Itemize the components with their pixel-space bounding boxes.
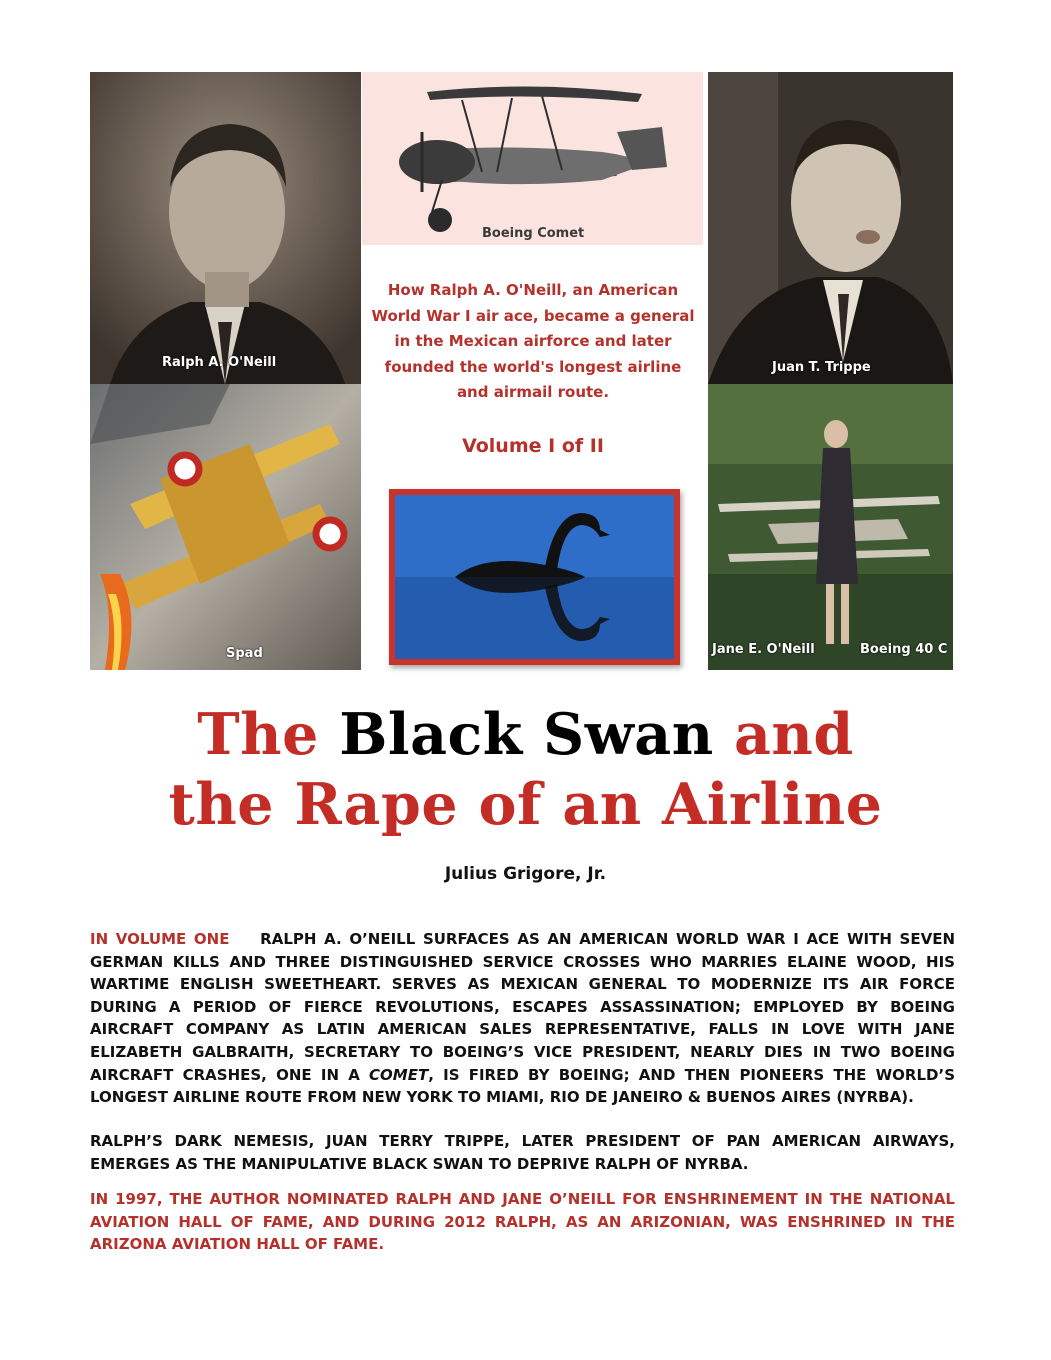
description-paragraph-1: [90, 928, 955, 1109]
trippe-portrait-photo: [708, 72, 953, 384]
title-black-swan: Black Swan: [339, 701, 714, 768]
boeing-comet-photo: [362, 72, 703, 245]
p1-text-b: , IS FIRED BY BOEING; AND THEN PIONEERS THE WORLD’S LONGEST AIRLINE ROUTE FROM NEW YORK TO MIAMI, RIO DE JANEIRO & BUENOS AIRES (NYRBA).: [90, 1065, 955, 1107]
spad-caption: Spad: [226, 646, 263, 661]
black-swan-photo: [389, 489, 680, 665]
volume-label: Volume I of II: [462, 435, 604, 457]
description-paragraph-3: IN 1997, THE AUTHOR NOMINATED RALPH AND JANE O’NEILL FOR ENSHRINEMENT IN THE NATIONAL AVIATION HALL OF FAME, AND DURING 2012 RALPH, AS AN ARIZONIAN, WAS ENSHRINED IN THE ARIZONA AVIATION HALL OF FAME.: [90, 1190, 955, 1254]
boeing-40c-caption: Boeing 40 C: [860, 642, 948, 657]
spad-painting-photo: [90, 384, 361, 670]
description-paragraph-2: RALPH’S DARK NEMESIS, JUAN TERRY TRIPPE, LATER PRESIDENT OF PAN AMERICAN AIRWAYS, EMERGES AS THE MANIPULATIVE BLACK SWAN TO DEPRIVE RALPH OF NYRBA.: [90, 1132, 955, 1173]
p1-comet: COMET: [369, 1065, 429, 1084]
trippe-caption: Juan T. Trippe: [772, 360, 871, 375]
comet-caption: Boeing Comet: [482, 226, 585, 241]
title-part-1: The: [197, 701, 340, 768]
title-part-3: and: [713, 701, 854, 768]
oneill-portrait-photo: [90, 72, 361, 384]
oneill-caption: Ralph A. O'Neill: [162, 355, 277, 370]
volume-one-lead: IN VOLUME ONE: [90, 930, 230, 948]
book-title: [0, 700, 1051, 840]
jane-boeing-photo: [708, 384, 953, 670]
title-line-2: the Rape of an Airline: [168, 771, 883, 838]
p1-text-a: RALPH A. O’NEILL SURFACES AS AN AMERICAN WORLD WAR I ACE WITH SEVEN GERMAN KILLS AND THREE DISTINGUISHED SERVICE CROSSES WHO MARRIES ELAINE WOOD, HIS WARTIME ENGLISH SWEETHEART. SERVES AS MEXICAN GENERAL TO MODERNIZE ITS AIR FORCE DURING A PERIOD OF FIERCE REVOLUTIONS, ESCAPES ASSASSINATION; EMPLOYED BY BOEING AIRCRAFT COMPANY AS LATIN AMERICAN SALES REPRESENTATIVE, FALLS IN LOVE WITH JANE ELIZABETH GALBRAITH, SECRETARY TO BOEING’S VICE PRESIDENT, NEARLY DIES IN TWO BOEING AIRCRAFT CRASHES, ONE IN A: [90, 930, 955, 1084]
author-name: Julius Grigore, Jr.: [444, 864, 607, 884]
jane-caption: Jane E. O'Neill: [712, 642, 815, 657]
tagline: How Ralph A. O'Neill, an American World War I air ace, became a general in the Mexican airforce and later founded the world's longest airline and airmail route.: [371, 281, 695, 401]
